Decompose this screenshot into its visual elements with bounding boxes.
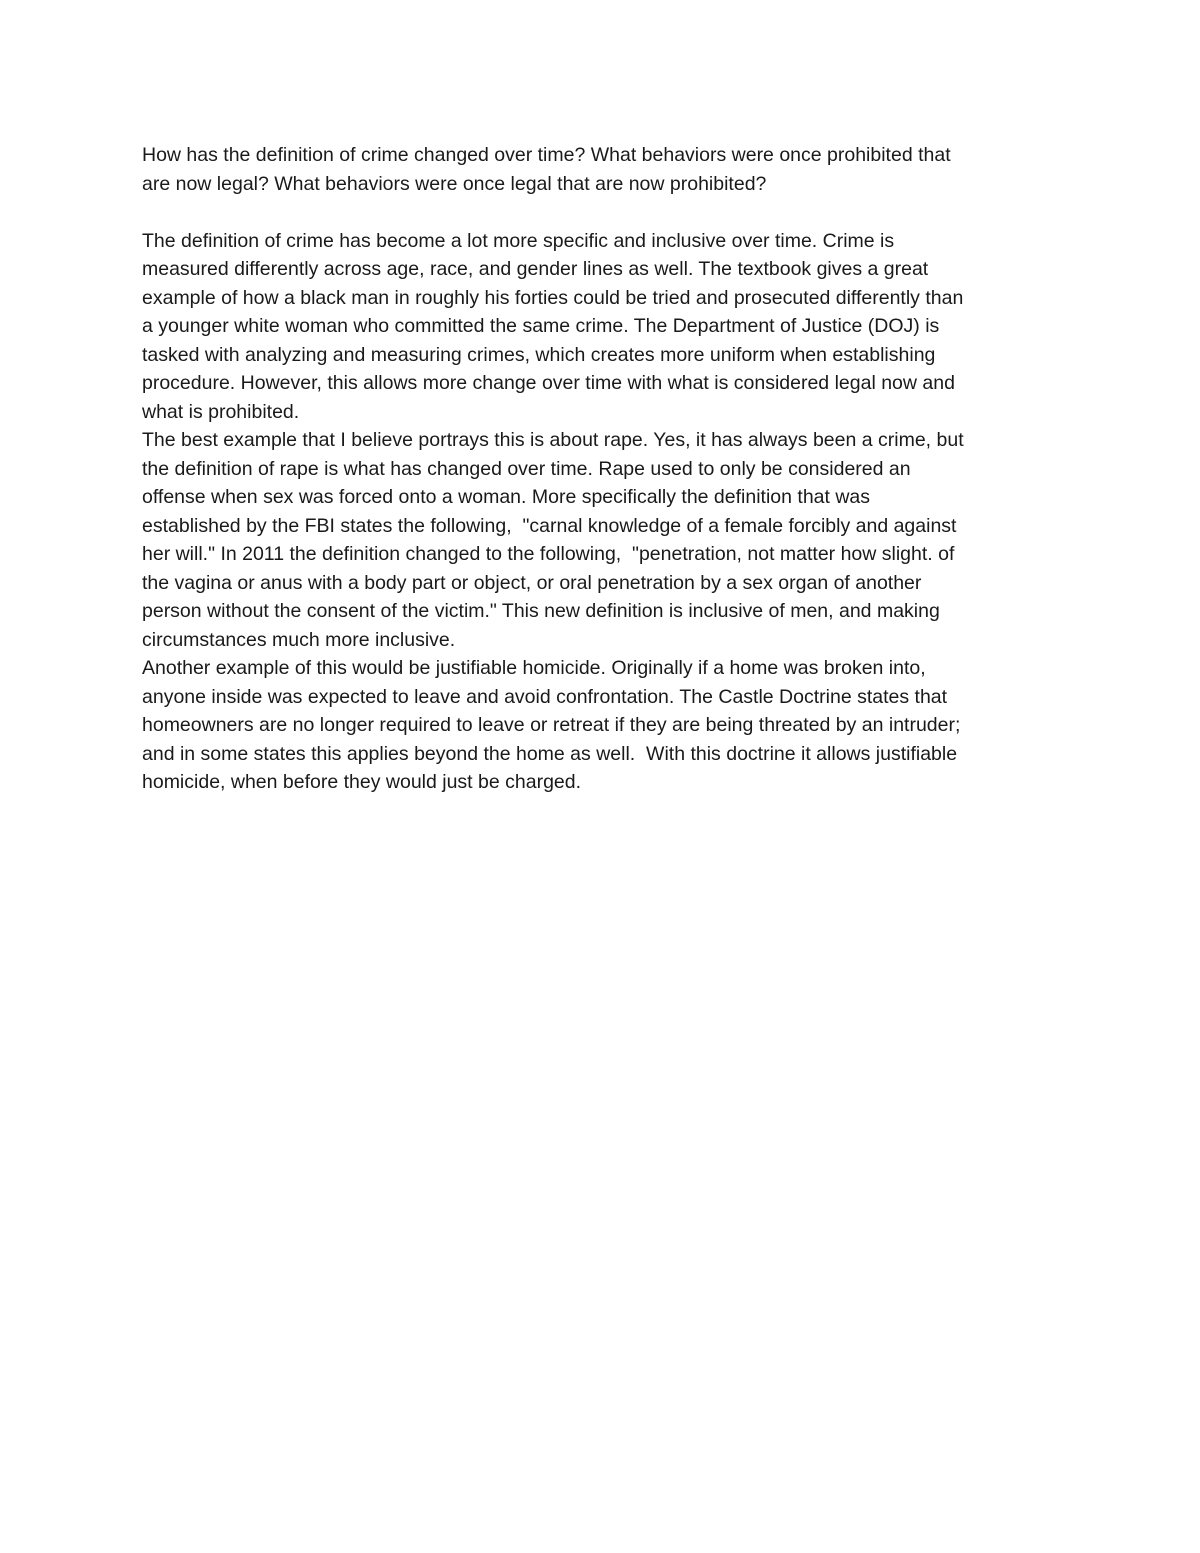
document-body [142,141,1062,797]
paragraph-line: offense when sex was forced onto a woman. More specifically the definition that was [142,486,871,508]
paragraph-line: a younger white woman who committed the same crime. The Department of Justice (DOJ) is [142,315,940,337]
paragraph-spacer [142,198,1062,227]
paragraph-line: anyone inside was expected to leave and avoid confrontation. The Castle Doctrine states that [142,685,948,708]
answer-paragraph-3 [142,654,1062,797]
answer-paragraph-1 [142,227,1062,427]
paragraph-line: homicide, when before they would just be charged. [142,771,582,793]
answer-paragraph-2 [142,426,1062,654]
paragraph-line: person without the consent of the victim." This new definition is inclusive of men, and making [142,600,940,622]
paragraph-line: and in some states this applies beyond the home as well. With this doctrine it allows justifiable [142,742,958,765]
paragraph-line: established by the FBI states the following, "carnal knowledge of a female forcibly and against [142,514,957,537]
paragraph-line: The definition of crime has become a lot more specific and inclusive over time. Crime is [142,229,895,252]
question-line: How has the definition of crime changed over time? What behaviors were once prohibited that [142,144,951,166]
paragraph-line: procedure. However, this allows more change over time with what is considered legal now and [142,372,955,394]
paragraph-line: measured differently across age, race, and gender lines as well. The textbook gives a great [142,258,929,280]
paragraph-line: circumstances much more inclusive. [142,628,456,651]
paragraph-line: the vagina or anus with a body part or object, or oral penetration by a sex organ of another [142,571,922,594]
question-paragraph [142,141,1062,198]
paragraph-line: what is prohibited. [142,400,300,423]
paragraph-line: The best example that I believe portrays this is about rape. Yes, it has always been a crime, but [142,429,964,451]
paragraph-line: tasked with analyzing and measuring crimes, which creates more uniform when establishing [142,343,936,366]
paragraph-line: example of how a black man in roughly his forties could be tried and prosecuted differently than [142,286,964,309]
paragraph-line: Another example of this would be justifiable homicide. Originally if a home was broken into, [142,657,926,679]
paragraph-line: the definition of rape is what has changed over time. Rape used to only be considered an [142,457,911,480]
paragraph-line: homeowners are no longer required to leave or retreat if they are being threated by an intruder; [142,714,961,736]
question-line: are now legal? What behaviors were once legal that are now prohibited? [142,172,767,195]
paragraph-line: her will." In 2011 the definition changed to the following, "penetration, not matter how slight. of [142,543,955,565]
